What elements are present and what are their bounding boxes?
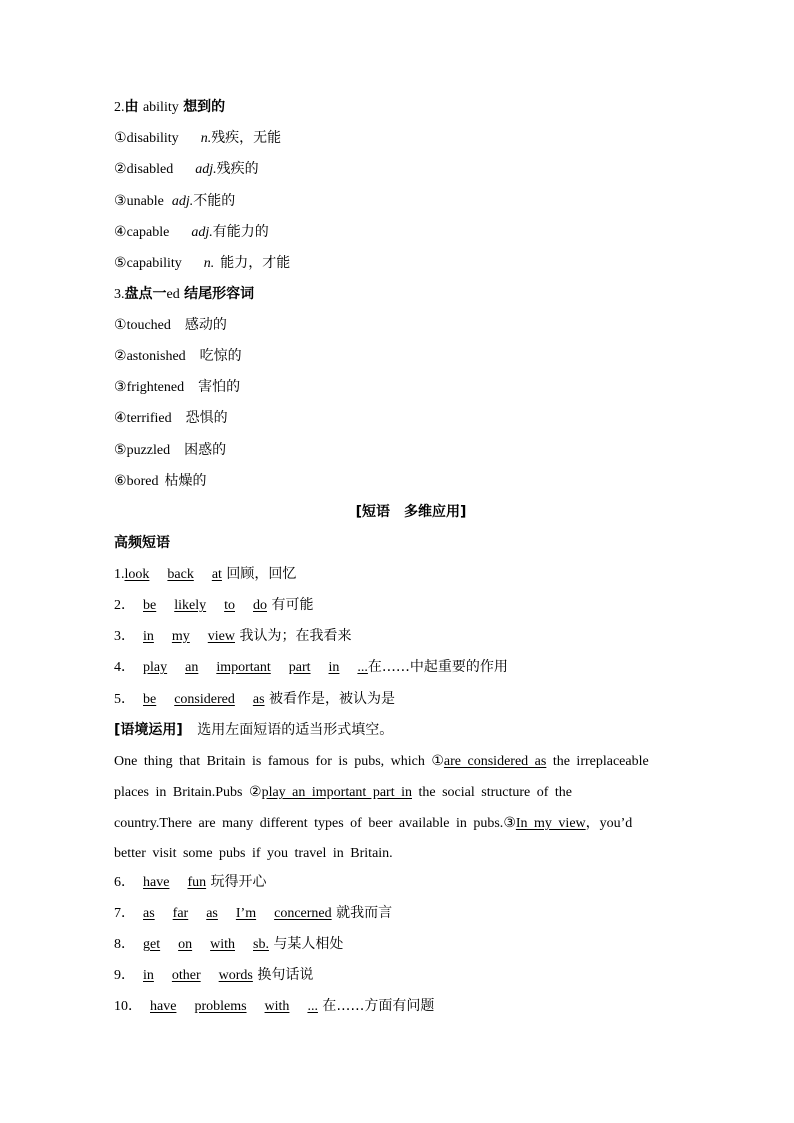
phrase-word: as [252, 692, 265, 707]
phrase-answer [143, 968, 253, 983]
item-meaning: 困惑的 [184, 442, 227, 458]
phrase-answer [143, 906, 332, 921]
phrase-word: ... [307, 999, 318, 1014]
section2-item [114, 222, 269, 243]
phrase-meaning: 换句话说 [257, 967, 314, 983]
item-meaning: 害怕的 [198, 379, 241, 395]
heading-suffix: 结尾形容词 [184, 286, 255, 302]
heading-word: ed [166, 287, 180, 302]
item-meaning: 感动的 [184, 317, 227, 333]
phrase-number: 2． [114, 598, 135, 613]
paragraph-text: country.There are many different types of beer available in pubs. [114, 816, 504, 831]
phrase-answer [125, 567, 222, 582]
phrase-answer [143, 937, 269, 952]
item-mark: ③ [114, 193, 127, 209]
context-paragraph-line: better visit some pubs if you travel in Britain. [114, 846, 393, 861]
phrase-meaning: 在……中起重要的作用 [367, 659, 508, 675]
item-mark: ⑤ [114, 255, 127, 271]
item-mark: ⑤ [114, 442, 127, 458]
phrase-word: I’m [235, 906, 257, 921]
phrase-word: my [171, 629, 190, 644]
phrase-item [114, 626, 351, 647]
item-word: capability [126, 256, 182, 271]
phrase-meaning: 有可能 [271, 597, 314, 613]
phrase-number: 3． [114, 629, 135, 644]
phrase-item [114, 965, 313, 986]
phrase-word: an [185, 660, 199, 675]
item-pos: adj. [195, 162, 217, 177]
phrase-word: sb. [253, 937, 269, 952]
phrase-item [114, 934, 343, 955]
phrase-word: in [328, 660, 340, 675]
phrase-number: 1. [114, 567, 125, 582]
blank-mark: ③ [503, 815, 516, 831]
item-pos: adj. [191, 225, 213, 240]
item-word: disability [126, 131, 179, 146]
phrase-word: be [143, 598, 157, 613]
phrase-number: 10． [114, 999, 142, 1014]
section3-item [114, 346, 242, 367]
item-word: touched [126, 318, 171, 333]
phrase-word: on [178, 937, 193, 952]
paragraph-text: the irreplaceable [546, 754, 649, 769]
item-word: astonished [126, 349, 186, 364]
phrase-meaning: 回顾，回忆 [226, 566, 297, 582]
section3-item [114, 377, 240, 398]
item-word: puzzled [126, 443, 171, 458]
phrase-item [114, 689, 395, 710]
blank-mark: ② [249, 784, 262, 800]
phrase-word: far [172, 906, 189, 921]
paragraph-text: the social structure of the [411, 785, 572, 800]
phrase-item [114, 595, 313, 616]
phrase-meaning: 我认为；在我看来 [239, 628, 352, 644]
item-word: disabled [126, 162, 174, 177]
phrase-item [114, 657, 508, 678]
paragraph-text: One thing that Britain is famous for is pubs, which [114, 754, 432, 769]
phrase-word: part [288, 660, 311, 675]
item-word: terrified [126, 411, 172, 426]
paragraph-text: ，you’d [585, 816, 633, 831]
heading-word: ability [142, 100, 179, 115]
high-frequency-title: 高频短语 [114, 535, 170, 551]
heading-suffix: 想到的 [183, 99, 226, 115]
section3-item [114, 408, 228, 429]
heading-number: 2. [114, 100, 125, 115]
phrase-item [114, 996, 434, 1017]
phrase-word: to [224, 598, 235, 613]
item-mark: ① [114, 130, 127, 146]
item-meaning: 枯燥的 [164, 473, 207, 489]
phrase-word: play [143, 660, 168, 675]
item-mark: ④ [114, 224, 127, 240]
phrase-answer [143, 598, 267, 613]
phrase-number: 4． [114, 660, 135, 675]
phrase-word: look [124, 567, 150, 582]
heading-prefix: 盘点一 [124, 286, 167, 302]
phrase-item [114, 872, 267, 893]
item-pos: n. [200, 131, 212, 146]
phrase-word: have [150, 999, 177, 1014]
context-paragraph-line [114, 813, 632, 834]
phrase-number: 9． [114, 968, 135, 983]
phrase-answer [143, 692, 265, 707]
section2-item [114, 191, 235, 212]
phrase-number: 5． [114, 692, 135, 707]
context-paragraph-line [114, 751, 649, 772]
phrase-word: fun [187, 875, 207, 890]
phrase-word: as [143, 906, 155, 921]
item-meaning: 能力，才能 [220, 255, 291, 271]
paragraph-text: places in Britain.Pubs [114, 785, 249, 800]
item-mark: ③ [114, 379, 127, 395]
phrase-word: be [143, 692, 157, 707]
blank-mark: ① [431, 753, 444, 769]
phrase-meaning: 在……方面有问题 [322, 998, 435, 1014]
phrase-word: words [218, 968, 253, 983]
section2-heading [114, 97, 225, 118]
item-meaning: 残疾，无能 [211, 130, 282, 146]
blank-answer: are considered as [443, 754, 547, 769]
phrase-item [114, 903, 392, 924]
section3-item [114, 471, 206, 492]
phrase-answer [143, 875, 206, 890]
section2-item [114, 253, 290, 274]
section2-item [114, 159, 259, 180]
phrase-answer [150, 999, 318, 1014]
phrase-word: in [143, 968, 154, 983]
phrase-word: in [143, 629, 154, 644]
item-word: unable [126, 194, 164, 209]
phrase-meaning: 就我而言 [336, 905, 393, 921]
context-label: [语境运用] [114, 722, 183, 738]
heading-number: 3. [114, 287, 125, 302]
item-meaning: 残疾的 [216, 161, 259, 177]
context-paragraph-line [114, 782, 572, 803]
context-instruction: 选用左面短语的适当形式填空。 [197, 722, 394, 738]
phrase-word: at [211, 567, 222, 582]
phrase-meaning: 玩得开心 [210, 874, 267, 890]
item-word: capable [126, 225, 170, 240]
item-mark: ② [114, 348, 127, 364]
phrase-word: with [210, 937, 235, 952]
item-meaning: 有能力的 [212, 224, 269, 240]
phrase-word: with [264, 999, 290, 1014]
phrase-word: considered [174, 692, 235, 707]
phrase-number: 6． [114, 875, 135, 890]
item-meaning: 恐惧的 [185, 410, 228, 426]
blank-answer: In my view [515, 816, 586, 831]
item-mark: ⑥ [114, 473, 127, 489]
phrase-meaning: 与某人相处 [273, 936, 344, 952]
phrase-word: do [253, 598, 267, 613]
item-mark: ② [114, 161, 127, 177]
item-mark: ④ [114, 410, 127, 426]
phrase-word: ... [357, 660, 368, 675]
phrase-word: other [171, 968, 201, 983]
section3-item [114, 315, 227, 336]
blank-answer: play an important part in [261, 785, 412, 800]
item-meaning: 吃惊的 [199, 348, 242, 364]
phrase-word: problems [194, 999, 247, 1014]
item-pos: adj. [171, 194, 194, 209]
phrase-meaning: 被看作是，被认为是 [269, 691, 395, 707]
item-mark: ① [114, 317, 127, 333]
section2-item [114, 128, 281, 149]
section3-item [114, 440, 226, 461]
phrase-number: 7． [114, 906, 135, 921]
item-word: bored [126, 474, 159, 489]
phrase-word: back [167, 567, 194, 582]
phrase-number: 8． [114, 937, 135, 952]
phrase-item [114, 564, 296, 585]
item-word: frightened [126, 380, 185, 395]
phrase-answer [143, 629, 235, 644]
phrase-word: important [216, 660, 271, 675]
phrase-word: get [143, 937, 161, 952]
context-heading [114, 720, 393, 740]
phrase-word: view [207, 629, 235, 644]
section3-heading [114, 284, 254, 305]
heading-prefix: 由 [124, 99, 139, 115]
item-pos: n. [203, 256, 215, 271]
phrase-word: have [143, 875, 170, 890]
phrase-word: concerned [274, 906, 332, 921]
item-meaning: 不能的 [193, 193, 236, 209]
phrase-section-title: [短语 多维应用] [355, 504, 467, 520]
phrase-word: likely [174, 598, 207, 613]
phrase-answer [143, 660, 368, 675]
phrase-word: as [206, 906, 218, 921]
